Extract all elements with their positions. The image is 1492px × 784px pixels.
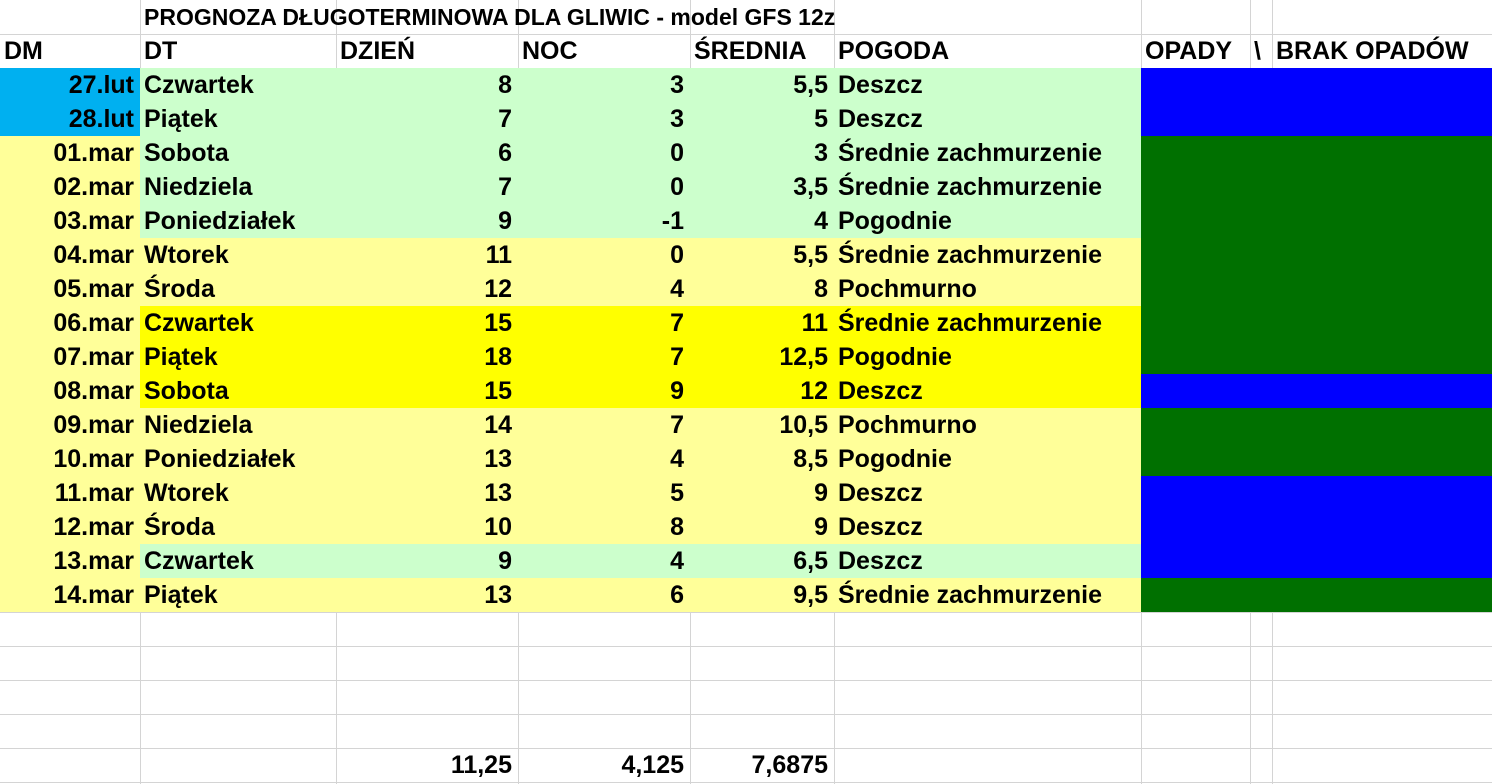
cell-weekday[interactable]: Piątek [140, 102, 336, 136]
cell-night-temp[interactable]: 4 [518, 442, 690, 476]
precipitation-indicator[interactable] [1141, 578, 1492, 612]
precipitation-indicator[interactable] [1141, 408, 1492, 442]
cell-date[interactable]: 08.mar [0, 374, 140, 408]
cell-weather[interactable]: Średnie zachmurzenie [834, 306, 1141, 340]
cell-average-temp[interactable]: 11 [690, 306, 834, 340]
header-separator[interactable]: \ [1254, 37, 1261, 65]
header-brak-opadow[interactable]: BRAK OPADÓW [1276, 37, 1469, 65]
cell-date[interactable]: 28.lut [0, 102, 140, 136]
header-dm[interactable]: DM [4, 37, 43, 65]
cell-average-temp[interactable]: 3,5 [690, 170, 834, 204]
cell-weekday[interactable]: Piątek [140, 340, 336, 374]
cell-night-temp[interactable]: 4 [518, 544, 690, 578]
precipitation-indicator[interactable] [1141, 442, 1492, 476]
cell-average-temp[interactable]: 5,5 [690, 238, 834, 272]
cell-weather[interactable]: Pogodnie [834, 340, 1141, 374]
precipitation-indicator[interactable] [1141, 306, 1492, 340]
cell-date[interactable]: 12.mar [0, 510, 140, 544]
cell-average-temp[interactable]: 8,5 [690, 442, 834, 476]
header-dzien[interactable]: DZIEŃ [340, 37, 415, 65]
precipitation-indicator[interactable] [1141, 68, 1492, 102]
cell-day-temp[interactable]: 13 [336, 476, 518, 510]
precipitation-indicator[interactable] [1141, 510, 1492, 544]
cell-weekday[interactable]: Wtorek [140, 238, 336, 272]
cell-weekday[interactable]: Poniedziałek [140, 204, 336, 238]
cell-weather[interactable]: Średnie zachmurzenie [834, 238, 1141, 272]
cell-date[interactable]: 11.mar [0, 476, 140, 510]
cell-night-temp[interactable]: 7 [518, 408, 690, 442]
cell-night-temp[interactable]: -1 [518, 204, 690, 238]
cell-average-temp[interactable]: 6,5 [690, 544, 834, 578]
cell-night-temp[interactable]: 5 [518, 476, 690, 510]
cell-weather[interactable]: Pogodnie [834, 442, 1141, 476]
cell-weather[interactable]: Deszcz [834, 68, 1141, 102]
average-mean[interactable]: 7,6875 [751, 751, 828, 779]
cell-weekday[interactable]: Sobota [140, 136, 336, 170]
cell-day-temp[interactable]: 7 [336, 170, 518, 204]
header-srednia[interactable]: ŚREDNIA [694, 37, 807, 65]
cell-day-temp[interactable]: 15 [336, 374, 518, 408]
cell-day-temp[interactable]: 9 [336, 544, 518, 578]
cell-night-temp[interactable]: 6 [518, 578, 690, 612]
cell-average-temp[interactable]: 10,5 [690, 408, 834, 442]
cell-weekday[interactable]: Wtorek [140, 476, 336, 510]
cell-weather[interactable]: Średnie zachmurzenie [834, 578, 1141, 612]
cell-day-temp[interactable]: 6 [336, 136, 518, 170]
cell-weekday[interactable]: Czwartek [140, 306, 336, 340]
precipitation-indicator[interactable] [1141, 136, 1492, 170]
row-gridline [0, 646, 1492, 647]
cell-night-temp[interactable]: 7 [518, 340, 690, 374]
cell-average-temp[interactable]: 4 [690, 204, 834, 238]
header-pogoda[interactable]: POGODA [838, 37, 950, 65]
header-dt[interactable]: DT [144, 37, 178, 65]
row-gridline [0, 714, 1492, 715]
cell-day-temp[interactable]: 10 [336, 510, 518, 544]
cell-weekday[interactable]: Sobota [140, 374, 336, 408]
cell-average-temp[interactable]: 12 [690, 374, 834, 408]
cell-date[interactable]: 04.mar [0, 238, 140, 272]
cell-night-temp[interactable]: 9 [518, 374, 690, 408]
row-gridline [0, 680, 1492, 681]
cell-date[interactable]: 03.mar [0, 204, 140, 238]
cell-average-temp[interactable]: 12,5 [690, 340, 834, 374]
cell-night-temp[interactable]: 7 [518, 306, 690, 340]
cell-night-temp[interactable]: 8 [518, 510, 690, 544]
cell-weekday[interactable]: Środa [140, 510, 336, 544]
cell-day-temp[interactable]: 9 [336, 204, 518, 238]
cell-weekday[interactable]: Poniedziałek [140, 442, 336, 476]
cell-weather[interactable]: Średnie zachmurzenie [834, 170, 1141, 204]
cell-date[interactable]: 01.mar [0, 136, 140, 170]
cell-weather[interactable]: Deszcz [834, 544, 1141, 578]
cell-average-temp[interactable]: 9,5 [690, 578, 834, 612]
cell-weather[interactable]: Pochmurno [834, 408, 1141, 442]
precipitation-indicator[interactable] [1141, 374, 1492, 408]
row-gridline [0, 612, 1492, 613]
cell-average-temp[interactable]: 9 [690, 476, 834, 510]
cell-weekday[interactable]: Niedziela [140, 170, 336, 204]
cell-weather[interactable]: Średnie zachmurzenie [834, 136, 1141, 170]
cell-average-temp[interactable]: 9 [690, 510, 834, 544]
cell-date[interactable]: 27.lut [0, 68, 140, 102]
precipitation-indicator[interactable] [1141, 238, 1492, 272]
cell-weather[interactable]: Deszcz [834, 102, 1141, 136]
cell-weekday[interactable]: Niedziela [140, 408, 336, 442]
cell-weekday[interactable]: Piątek [140, 578, 336, 612]
cell-weather[interactable]: Pogodnie [834, 204, 1141, 238]
cell-date[interactable]: 13.mar [0, 544, 140, 578]
cell-night-temp[interactable]: 3 [518, 102, 690, 136]
cell-day-temp[interactable]: 12 [336, 272, 518, 306]
cell-date[interactable]: 07.mar [0, 340, 140, 374]
cell-date[interactable]: 10.mar [0, 442, 140, 476]
row-gridline [0, 782, 1492, 783]
cell-weather[interactable]: Pochmurno [834, 272, 1141, 306]
precipitation-indicator[interactable] [1141, 102, 1492, 136]
cell-night-temp[interactable]: 0 [518, 136, 690, 170]
cell-day-temp[interactable]: 13 [336, 578, 518, 612]
precipitation-indicator[interactable] [1141, 476, 1492, 510]
cell-weekday[interactable]: Czwartek [140, 68, 336, 102]
cell-weekday[interactable]: Czwartek [140, 544, 336, 578]
precipitation-indicator[interactable] [1141, 170, 1492, 204]
cell-night-temp[interactable]: 0 [518, 238, 690, 272]
cell-average-temp[interactable]: 3 [690, 136, 834, 170]
average-night[interactable]: 4,125 [621, 751, 684, 779]
cell-date[interactable]: 14.mar [0, 578, 140, 612]
cell-date[interactable]: 05.mar [0, 272, 140, 306]
cell-day-temp[interactable]: 15 [336, 306, 518, 340]
cell-night-temp[interactable]: 0 [518, 170, 690, 204]
cell-average-temp[interactable]: 5 [690, 102, 834, 136]
cell-night-temp[interactable]: 4 [518, 272, 690, 306]
cell-date[interactable]: 06.mar [0, 306, 140, 340]
cell-weekday[interactable]: Środa [140, 272, 336, 306]
cell-day-temp[interactable]: 18 [336, 340, 518, 374]
cell-date[interactable]: 02.mar [0, 170, 140, 204]
cell-day-temp[interactable]: 14 [336, 408, 518, 442]
header-noc[interactable]: NOC [522, 37, 578, 65]
precipitation-indicator[interactable] [1141, 272, 1492, 306]
cell-weather[interactable]: Deszcz [834, 374, 1141, 408]
average-day[interactable]: 11,25 [450, 751, 512, 779]
header-opady[interactable]: OPADY [1145, 37, 1233, 65]
cell-average-temp[interactable]: 8 [690, 272, 834, 306]
cell-date[interactable]: 09.mar [0, 408, 140, 442]
cell-day-temp[interactable]: 13 [336, 442, 518, 476]
precipitation-indicator[interactable] [1141, 340, 1492, 374]
precipitation-indicator[interactable] [1141, 204, 1492, 238]
cell-day-temp[interactable]: 11 [336, 238, 518, 272]
precipitation-indicator[interactable] [1141, 544, 1492, 578]
sheet-title[interactable]: PROGNOZA DŁUGOTERMINOWA DLA GLIWIC - model GFS 12z [144, 4, 836, 30]
cell-average-temp[interactable]: 5,5 [690, 68, 834, 102]
cell-night-temp[interactable]: 3 [518, 68, 690, 102]
cell-weather[interactable]: Deszcz [834, 476, 1141, 510]
cell-day-temp[interactable]: 8 [336, 68, 518, 102]
cell-weather[interactable]: Deszcz [834, 510, 1141, 544]
cell-day-temp[interactable]: 7 [336, 102, 518, 136]
